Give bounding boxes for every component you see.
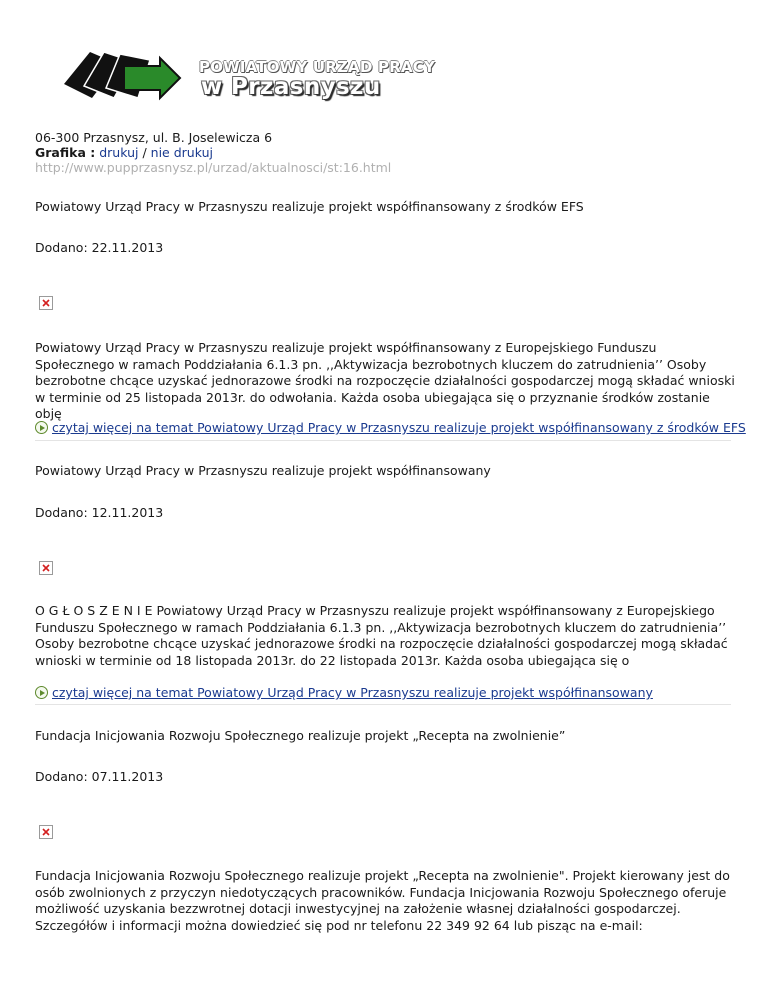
logo-title-line2: w Przasnyszu <box>201 74 381 100</box>
header-info <box>35 130 391 175</box>
article-divider <box>35 440 731 441</box>
article-title: Powiatowy Urząd Pracy w Przasnyszu realizuje projekt współfinansowany z środków EFS <box>35 199 584 214</box>
read-more-label: czytaj więcej na temat Powiatowy Urząd Pracy w Przasnyszu realizuje projekt współfinansowany z środków EFS <box>52 420 746 435</box>
grafika-label: Grafika : <box>35 145 96 160</box>
logo-title-line1: POWIATOWY URZĄD PRACY <box>199 58 436 76</box>
page-url: http://www.pupprzasnysz.pl/urzad/aktualnosci/st:16.html <box>35 160 392 175</box>
broken-image-icon <box>39 561 53 575</box>
arrow-right-icon <box>35 686 48 699</box>
read-more-label: czytaj więcej na temat Powiatowy Urząd Pracy w Przasnyszu realizuje projekt współfinansowany <box>52 685 653 700</box>
read-more-link[interactable] <box>35 420 746 436</box>
logo-cards-arrow-icon <box>62 46 202 108</box>
broken-image-icon <box>39 296 53 310</box>
print-separator: / <box>142 145 147 160</box>
article-body: Fundacja Inicjowania Rozwoju Społecznego realizuje projekt „Recepta na zwolnienie". Projekt kierowany jest do osób zwolnionych z przyczyn niedotyczących pracowników. Fundacja Inicjowania Rozwoju Społecznego oferuje możliwość uzyskania bezzwrotnej dotacji inwestycyjnej na założenie własnej działalności gospodarczej. Szczegółów i informacji można dowiedzieć się pod nr telefonu 22 349 92 64 lub pisząc na e-mail: <box>35 868 730 933</box>
read-more-link[interactable] <box>35 685 653 701</box>
article-date: Dodano: 12.11.2013 <box>35 505 164 520</box>
print-link[interactable]: drukuj <box>99 145 139 160</box>
print-options <box>35 145 391 160</box>
address: 06-300 Przasnysz, ul. B. Joselewicza 6 <box>35 130 273 145</box>
arrow-right-icon <box>35 421 48 434</box>
article-title: Powiatowy Urząd Pracy w Przasnyszu realizuje projekt współfinansowany <box>35 463 491 478</box>
article-date: Dodano: 22.11.2013 <box>35 240 164 255</box>
article-date: Dodano: 07.11.2013 <box>35 769 164 784</box>
broken-image-icon <box>39 825 53 839</box>
no-print-link[interactable]: nie drukuj <box>150 145 213 160</box>
article-divider <box>35 704 731 705</box>
site-logo[interactable] <box>62 46 436 108</box>
article-title: Fundacja Inicjowania Rozwoju Społecznego realizuje projekt „Recepta na zwolnienie” <box>35 728 566 743</box>
article-body: O G Ł O S Z E N I E Powiatowy Urząd Pracy w Przasnyszu realizuje projekt współfinansowany z Europejskiego Funduszu Społecznego w ramach Poddziałania 6.1.3 pn. ,,Aktywizacja bezrobotnych kluczem do zatrudnienia’’ Osoby bezrobotne chcące uzyskać jednorazowe środki na rozpoczęcie działalności gospodarczej mogą składać wnioski w terminie od 18 listopada 2013r. do 22 listopada 2013r. Każda osoba ubiegająca się o <box>35 603 728 668</box>
article-body: Powiatowy Urząd Pracy w Przasnyszu realizuje projekt współfinansowany z Europejskiego Funduszu Społecznego w ramach Poddziałania 6.1.3 pn. ,,Aktywizacja bezrobotnych kluczem do zatrudnienia’’ Osoby bezrobotne chcące uzyskać jednorazowe środki na rozpoczęcie działalności gospodarczej mogą składać wnioski w terminie od 25 listopada 2013r. do odwołania. Każda osoba ubiegająca się o przyznanie środków zostanie obję <box>35 340 735 421</box>
